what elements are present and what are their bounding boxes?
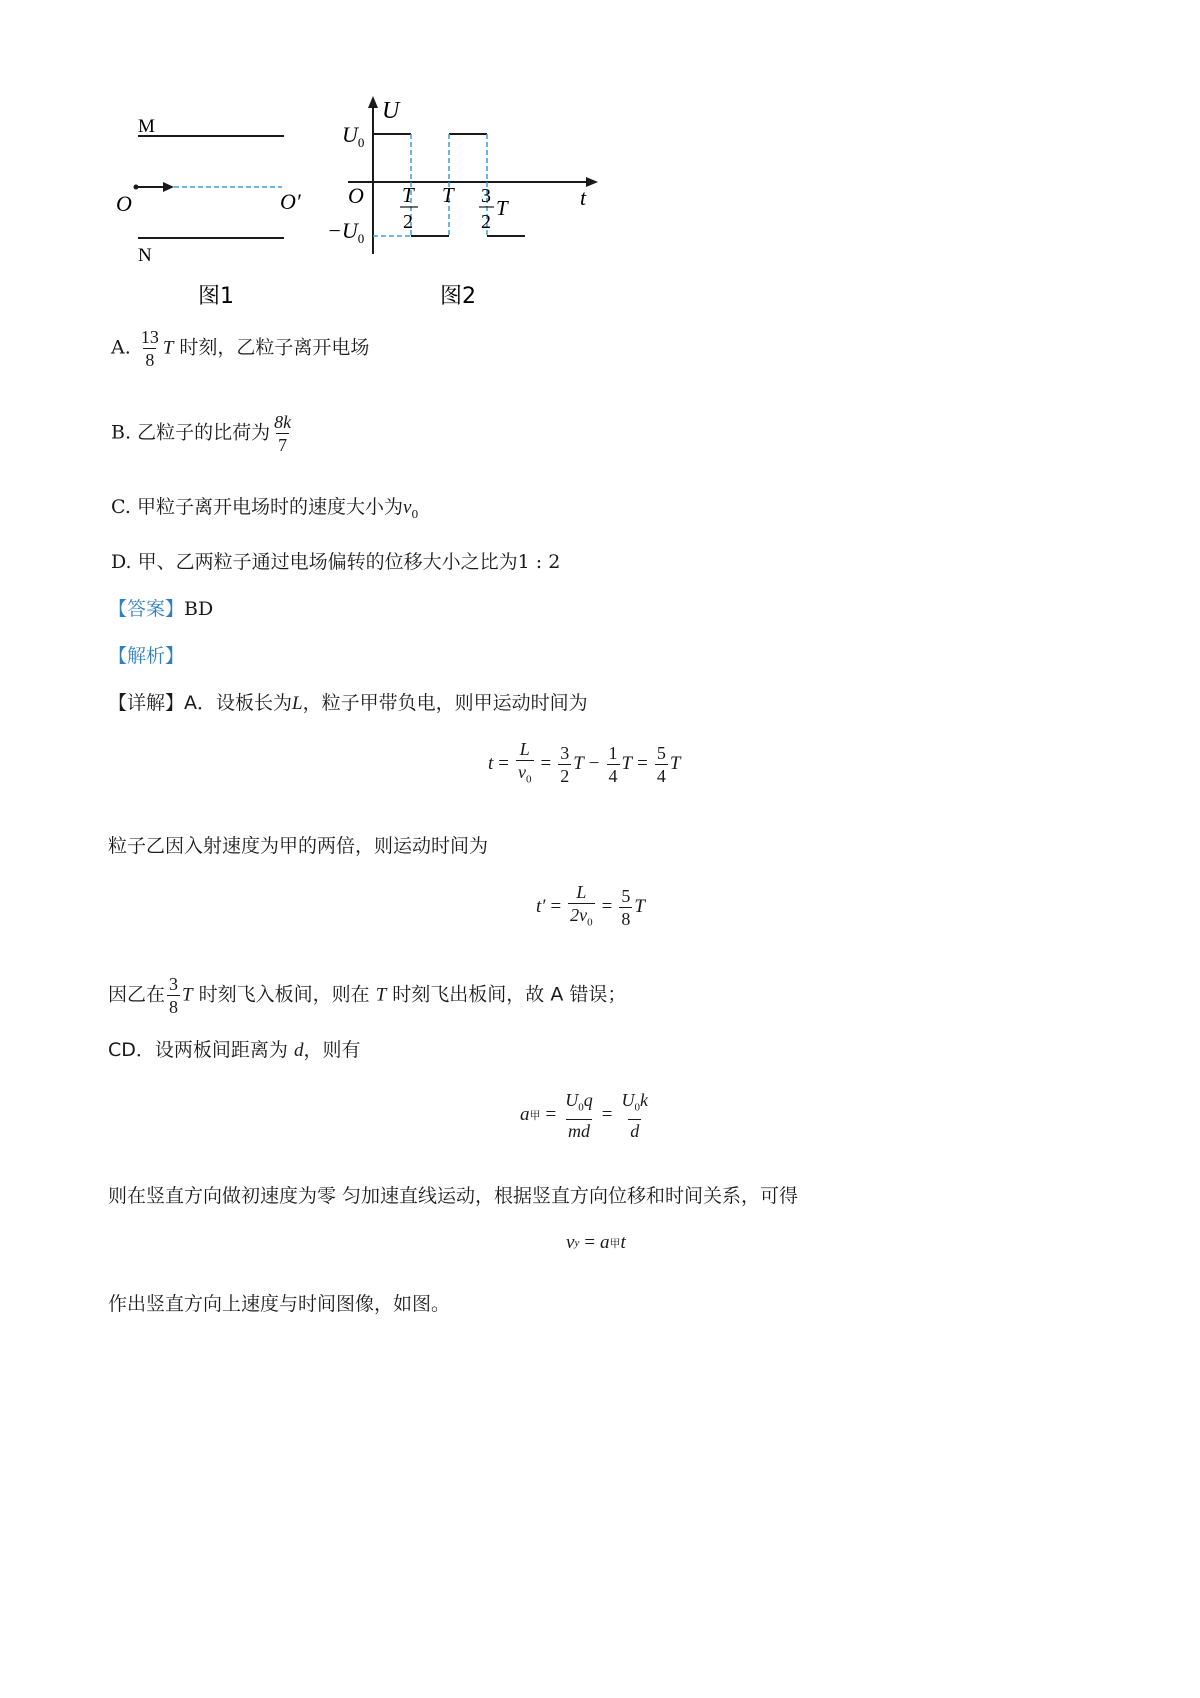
figure-2-caption: 图2 (440, 284, 476, 309)
eq1-equals: = (498, 753, 509, 775)
eq2-T: T (634, 896, 645, 918)
symbol-q: q (583, 1090, 593, 1110)
analysis-heading: 【解析】 (108, 645, 185, 667)
eq1-frac-L-v0 (516, 738, 534, 791)
eq1-equals-3: = (637, 753, 648, 775)
numerator: L (576, 882, 587, 902)
eq4-a: a (600, 1232, 610, 1253)
eq3-equals-2: = (601, 1104, 613, 1126)
detail-line-3-b: 时刻飞入板间，则在 (192, 983, 376, 1006)
subscript: 0 (578, 1101, 584, 1114)
fraction-denominator: 8 (145, 350, 155, 370)
answer-heading: 【答案】 (108, 598, 185, 620)
detail-heading-text: 【详解】A．设板长为 (108, 692, 292, 714)
eq1-minus: − (588, 753, 600, 775)
denominator: d (630, 1120, 640, 1141)
option-A-text: 时刻，乙粒子离开电场 (173, 336, 370, 359)
option-D-label: D. (111, 551, 132, 573)
eq4-t: t (620, 1232, 626, 1253)
figure-1-caption: 图1 (198, 284, 234, 309)
subscript: 0 (634, 1101, 640, 1114)
option-C (111, 494, 418, 528)
eq4-v: v (566, 1232, 575, 1253)
equation-1 (488, 738, 680, 791)
answer-value: BD (184, 598, 214, 620)
option-D-ratio: 1 : 2 (517, 551, 561, 573)
option-B-label: B. (111, 421, 132, 444)
symbol-T-2: T (375, 984, 387, 1006)
tick-3T-half-T: T (496, 196, 508, 220)
eq2-equals: = (550, 896, 562, 918)
symbol-L: L (292, 693, 303, 714)
numerator: 3 (560, 742, 570, 763)
symbol-U: U (621, 1090, 635, 1110)
point-O-label: O (116, 191, 132, 216)
U-axis-arrow-icon (368, 96, 378, 108)
t-axis-arrow-icon (586, 177, 598, 187)
detail-line-6-text: 作出竖直方向上速度与时间图像，如图。 (108, 1293, 451, 1315)
numerator: 3 (169, 974, 179, 994)
eq1-frac-1-4 (607, 742, 620, 787)
numerator (563, 1089, 595, 1119)
fraction-numerator: 8k (274, 412, 292, 432)
option-A-label: A. (111, 336, 131, 359)
option-B-fraction (272, 411, 293, 456)
fraction-numerator: 13 (140, 327, 159, 347)
detail-line-3-c: 时刻飞出板间，故 A 错误； (386, 983, 627, 1006)
denominator: md (567, 1120, 590, 1141)
eq4-a-subscript: 甲 (609, 1237, 621, 1250)
symbol-v: v (518, 762, 526, 782)
numerator (619, 1089, 650, 1119)
numerator: 5 (656, 742, 666, 763)
option-C-label: C. (111, 496, 131, 518)
detail-line-4-tail: ，则有 (303, 1039, 361, 1061)
eq2-t-prime: t′ (536, 896, 546, 918)
detail-heading (108, 690, 588, 717)
eq1-frac-3-2 (558, 742, 571, 787)
subscript: 0 (587, 916, 593, 929)
denominator (568, 903, 595, 934)
symbol-2v: 2v (570, 905, 588, 925)
eq2-frac-5-8 (619, 885, 632, 930)
symbol-T: T (182, 984, 193, 1006)
eq1-T3: T (669, 753, 681, 775)
line3-fraction (167, 973, 180, 1018)
eq2-frac-L-2v0 (568, 881, 595, 934)
option-A-fraction (139, 326, 161, 371)
detail-line-5-text: 则在竖直方向做初速度为零 匀加速直线运动，根据竖直方向位移和时间关系，可得 (108, 1185, 799, 1207)
eq3-a: a (520, 1104, 530, 1126)
neg-U0-label: $-U_0$ (327, 218, 365, 246)
option-B (111, 411, 295, 456)
eq3-equals: = (545, 1104, 557, 1126)
detail-line-2 (108, 833, 488, 859)
origin-label: O (348, 183, 364, 208)
symbol-v: v (402, 497, 412, 518)
numerator: 5 (621, 885, 631, 906)
subscript: 0 (411, 507, 419, 521)
symbol-U: U (565, 1090, 579, 1110)
eq3-a-subscript: 甲 (529, 1109, 541, 1123)
denominator (516, 760, 534, 791)
detail-line-2-text: 粒子乙因入射速度为甲的两倍，则运动时间为 (108, 835, 489, 857)
analysis-line (108, 643, 184, 669)
equation-2 (536, 881, 645, 934)
U0-label: $U_0$ (342, 122, 365, 150)
denominator: 4 (656, 765, 666, 786)
plate-M-label: M (138, 116, 155, 137)
tick-T: T (442, 183, 454, 207)
U-axis-label: U (382, 98, 400, 124)
detail-line-4 (108, 1037, 360, 1064)
symbol-T: T (162, 337, 174, 359)
point-O-prime-label: O′ (280, 189, 301, 214)
denominator: 4 (608, 765, 618, 786)
eq1-frac-5-4 (655, 742, 668, 787)
denominator: 8 (169, 997, 179, 1017)
numerator: 1 (608, 742, 618, 763)
numerator: L (519, 739, 530, 759)
detail-line-6 (108, 1291, 450, 1317)
particle-dot (134, 185, 139, 190)
denominator: 2 (560, 765, 570, 786)
eq3-frac-1 (563, 1089, 595, 1142)
t-axis-label: t (580, 185, 587, 210)
subscript: 0 (526, 773, 532, 786)
option-A (111, 326, 369, 371)
figures (0, 0, 640, 320)
eq1-t: t (488, 753, 494, 775)
denominator: 8 (621, 908, 631, 929)
eq2-equals-2: = (601, 896, 613, 918)
detail-line-3-a: 因乙在 (108, 983, 166, 1006)
eq4-v-subscript: y (574, 1237, 580, 1249)
equation-4 (566, 1232, 626, 1254)
arrow-head-icon (163, 182, 174, 192)
option-D (111, 549, 560, 575)
eq1-equals-2: = (540, 753, 552, 775)
detail-line-5 (108, 1183, 798, 1209)
detail-line-3 (108, 973, 626, 1018)
tick-3T-half-num: 3 (481, 185, 491, 207)
eq1-T2: T (621, 753, 633, 775)
tick-3T-half-den: 2 (481, 211, 491, 233)
equation-3 (520, 1089, 652, 1142)
symbol-k: k (639, 1090, 648, 1110)
option-B-text: 乙粒子的比荷为 (137, 421, 271, 444)
tick-T-half-den: 2 (403, 211, 413, 233)
tick-T-half-num: T (402, 183, 414, 207)
eq1-T1: T (573, 753, 584, 775)
eq4-equals: = (584, 1232, 596, 1253)
option-D-text: 甲、乙两粒子通过电场偏转的位移大小之比为 (137, 551, 518, 573)
detail-line-4-text: CD．设两板间距离为 (108, 1039, 294, 1061)
figure-1 (116, 116, 302, 309)
answer-line (108, 596, 213, 622)
fraction-denominator: 7 (278, 435, 288, 455)
detail-heading-tail: ，粒子甲带负电，则甲运动时间为 (302, 692, 588, 714)
symbol-d: d (293, 1040, 304, 1061)
figure-2 (327, 96, 598, 309)
plate-N-label: N (138, 245, 152, 266)
eq3-frac-2 (619, 1089, 650, 1142)
option-C-text: 甲粒子离开电场时的速度大小为 (136, 496, 403, 518)
